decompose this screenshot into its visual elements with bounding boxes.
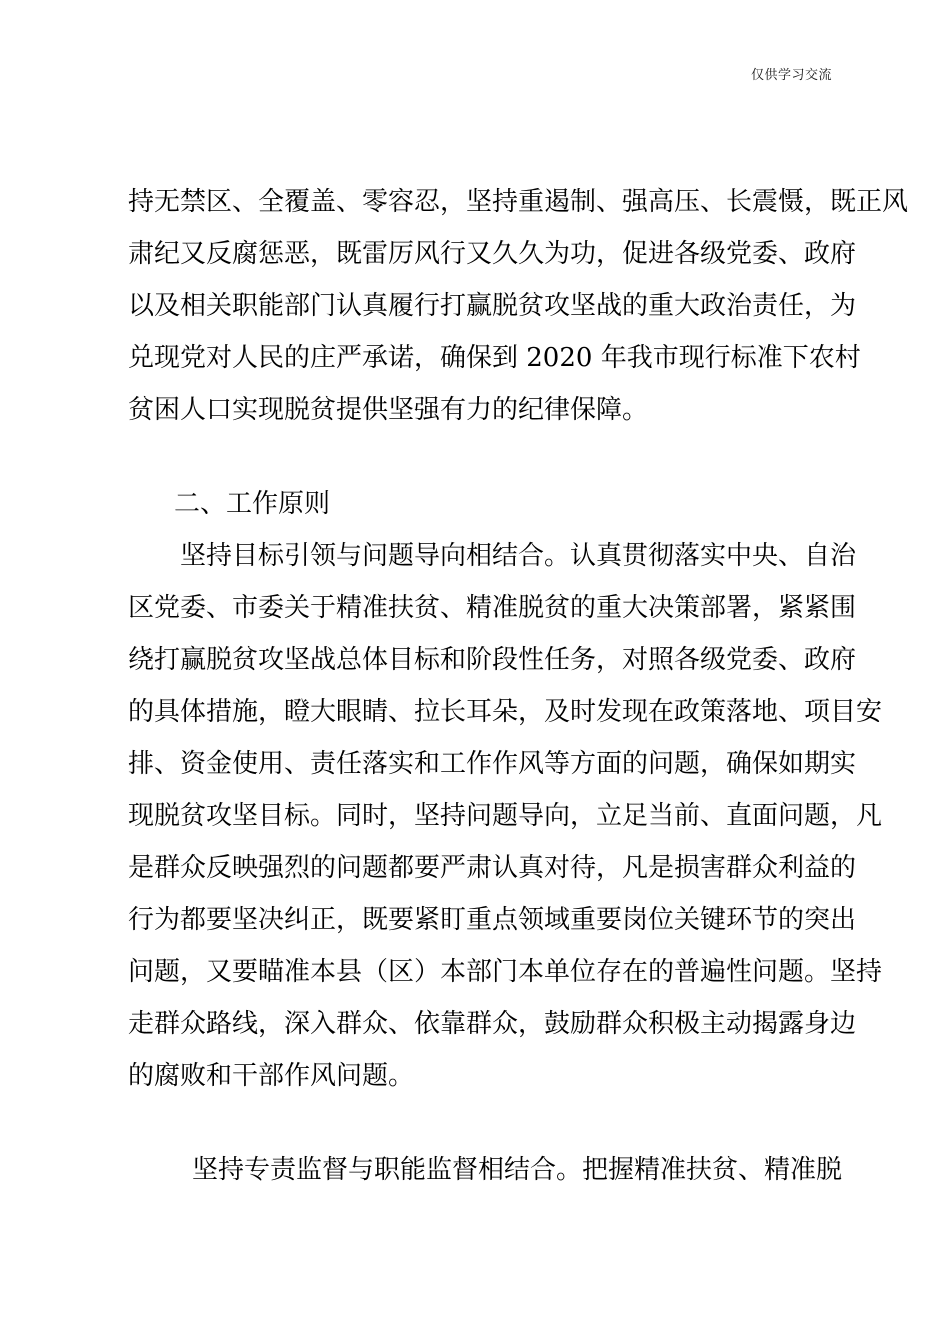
paragraph-2-line-2: 区党委、市委关于精准扶贫、精准脱贫的重大决策部署，紧紧围 — [128, 593, 857, 623]
paragraph-2-line-5: 排、资金使用、责任落实和工作作风等方面的问题，确保如期实 — [128, 749, 857, 779]
paragraph-1-line-1: 持无禁区、全覆盖、零容忍，坚持重遏制、强高压、长震慑，既正风 — [128, 187, 909, 217]
paragraph-3-line-1: 坚持专责监督与职能监督相结合。把握精准扶贫、精准脱 — [192, 1155, 843, 1185]
paragraph-1-line-3: 以及相关职能部门认真履行打赢脱贫攻坚战的重大政治责任，为 — [128, 291, 857, 321]
paragraph-2-line-1: 坚持目标引领与问题导向相结合。认真贯彻落实中央、自治 — [180, 541, 857, 571]
paragraph-2-line-6: 现脱贫攻坚目标。同时，坚持问题导向，立足当前、直面问题，凡 — [128, 801, 883, 831]
paragraph-2-line-9: 问题，又要瞄准本县（区）本部门本单位存在的普遍性问题。坚持 — [128, 957, 883, 987]
paragraph-2-line-3: 绕打赢脱贫攻坚战总体目标和阶段性任务，对照各级党委、政府 — [128, 645, 857, 675]
paragraph-1-line-4: 兑现党对人民的庄严承诺，确保到 2020 年我市现行标准下农村 — [128, 343, 861, 373]
paragraph-1-line-2: 肃纪又反腐惩恶，既雷厉风行又久久为功，促进各级党委、政府 — [128, 239, 857, 269]
paragraph-1-line-5: 贫困人口实现脱贫提供坚强有力的纪律保障。 — [128, 395, 649, 425]
paragraph-2-line-4: 的具体措施，瞪大眼睛、拉长耳朵，及时发现在政策落地、项目安 — [128, 697, 883, 727]
paragraph-2-line-11: 的腐败和干部作风问题。 — [128, 1061, 415, 1091]
header-watermark: 仅供学习交流 — [750, 68, 832, 83]
paragraph-2-line-10: 走群众路线，深入群众、依靠群众，鼓励群众积极主动揭露身边 — [128, 1009, 857, 1039]
section-heading: 二、工作原则 — [174, 489, 331, 519]
paragraph-2-line-7: 是群众反映强烈的问题都要严肃认真对待，凡是损害群众利益的 — [128, 853, 857, 883]
paragraph-2-line-8: 行为都要坚决纠正，既要紧盯重点领域重要岗位关键环节的突出 — [128, 905, 857, 935]
